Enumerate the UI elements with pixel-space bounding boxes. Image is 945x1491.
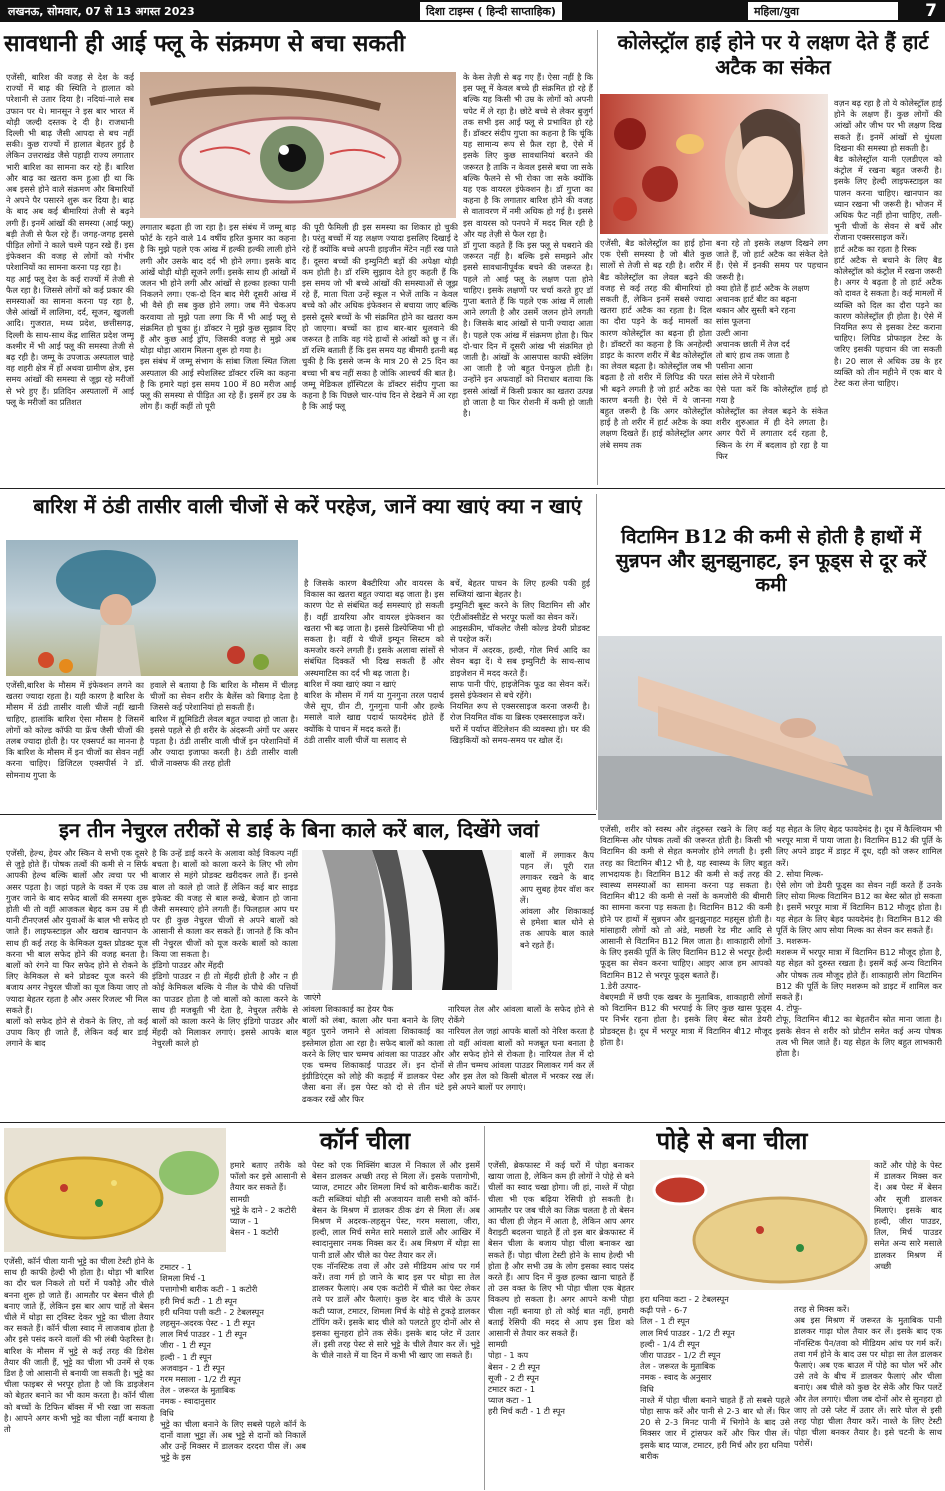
page-header bbox=[0, 0, 945, 22]
hair-caption-fragment: जाएंगे bbox=[304, 993, 321, 1002]
a3-col2: हवाले से बताया है कि बारिश के मौसम में चीलड़ चीजों का सेवन शरीर के बैलेंस को बिगाड़ देता है जिससे कई परेशानियां हो सकती हैं। बारिश में ह्यूमिडिटी लेवल बहुत ज्यादा हो जाता है। इससे पहले से ही शरीर के अंदरूनी अंगों पर असर पड़ता है। ठंडी तासीर वाली चीजें इन परेशानियों में और ज्यादा इजाफा करती है। ठंडी तासीर वाली चीजें नाक्सफ की तरह होती bbox=[150, 680, 298, 769]
column-divider bbox=[597, 30, 598, 485]
a2-col3: वज़न बढ़ रहा है तो ये कोलेस्ट्रॉल हाई होने के लक्षण हैं। कुछ लोगों की आंखों और जीभ पर भी लक्षण दिख सकते हैं। इनमें आंखों से धुंधला दिखना की समस्या हो सकती है। बैड कोलेस्ट्रॉल यानी एलडीएल को कंट्रोल में रखना बहुत जरूरी है। इसके लिए हेल्दी लाइफस्टाइल का पालन करना चाहिए। खानपान का ध्यान रखना भी जरूरी है। भोजन में अधिक फैट नहीं होना चाहिए, तली-भुनी चीजों के सेवन से बचें और रोजाना एक्सरसाइज करें। हार्ट अटैक का रहता है रिस्क हार्ट अटैक से बचाने के लिए बैड कोलेस्ट्रॉल को कंट्रोल में रखना जरूरी है। अगर ये बढ़ता है तो हार्ट अटैक को दावत दे सकता है। कई मामलों में व्यक्ति को दिल का दौरा पड़ने का कारण कोलेस्ट्रॉल ही होता है। ऐसे में नियमित रूप से इसका टेस्ट कराना चाहिए। लिपिड प्रोफाइल टेस्ट के जरिए इसकी पहचान की जा सकती है। 20 साल से अधिक उम्र के हर व्यक्ति को तीन महीने में एक बार ये टेस्ट करा लेना चाहिए। bbox=[834, 98, 942, 389]
header-page-number: 7 bbox=[925, 1, 937, 21]
a4-headline: विटामिन B12 की कमी से होती है हाथों में सुन्नपन और झुनझुनाहट, इन फूड्स से दूर करें कमी bbox=[615, 526, 927, 596]
a1-headline: सावधानी ही आई फ्लू के संक्रमण से बचा सकती bbox=[4, 30, 406, 57]
rain-woman-illustration bbox=[6, 540, 298, 676]
a7-col2: हरा धनिया कटा - 2 टेबलस्पून कढ़ी पत्ते - 6-7 तिल - 1 टी स्पून लाल मिर्च पाउडर - 1/2 टी स्पून हल्दी - 1/4 टी स्पून जीरा पाउडर - 1/2 टी स्पून तेल - जरूरत के मुताबिक नमक - स्वाद के अनुसार विधि नाश्ते में पोहा चीला बनाने चाहते हैं तो सबसे पहले पोहा साफ करें और पानी से 2-3 बार धो लें। फिर 20 से 2-3 मिनट पानी में भिगोने के बाद उसे मिक्सर जार में ट्रांसफर करें और फिर पीस लें। इसके बाद प्याज, टमाटर, हरी मिर्च और हरा धनिया बारीक bbox=[640, 1294, 790, 1461]
corn-chilla-photo bbox=[4, 1128, 226, 1252]
poha-chilla-photo bbox=[640, 1160, 870, 1290]
header-section: महिला/युवा bbox=[748, 2, 898, 20]
chilla-plate-illustration bbox=[4, 1128, 226, 1252]
column-divider-3 bbox=[484, 1126, 485, 1490]
a7-col4: तरह से मिक्स करें। अब इस मिश्रण में जरूरत के मुताबिक पानी डालकर गाढ़ा घोल तैयार कर लें। इसके बाद एक नॉनस्टिक पैन/तवा को मीडियम आंच पर गर्म करें। तवा गर्म होने के बाद उस पर थोड़ा सा तेल डालकर फैलाएं। अब एक बाउल में पोहे का घोल भरें और उसे तवे के बीच में डालकर फैलाएं और चीला बनाएं। अब चीले को कुछ देर सेकें और फिर पलटें और तेल लगाएं। चीला जब दोनों ओर से सुनहरा हो जाए तो उसे प्लेट में उतार लें। सारे घोल से इसी तरह पोहा चीला तैयार करें। नाश्ते के लिए टेस्टी पोहा चीला बनकर तैयार है। इसे चटनी के साथ परोसें। bbox=[794, 1304, 942, 1449]
a5-col2: है कि उन्हें डाई करने के अलावा कोई विकल्प नहीं बचता है। बालों को काला करने के लिए भी लोग बाजार से महंगे प्रोडक्ट खरीदकर लाते हैं। इनसे बाल तो काले हो जाते हैं लेकिन कई बार साइड इफेक्ट की वजह से बाल रूखे, बेजान हो जाना जैसी समस्याएं होने लगती हैं। फिलहाल आप घर पर ही कुछ नेचुरल चीजों से अपने बालों को आसानी से काला कर सकते हैं। जानते हैं कि कौन सी नेचुरल चीजों को यूज करके बालों को काला किया जा सकता है। इंडिगो पाउडर और मेंहदी इंडिगो पाउडर न ही तो मेंहदी होती है और न ही कोई केमिकल बल्कि ये नील के पौधे की पत्तियों का पाउडर होता है जो बालों को काला करने के साथ ही मजबूती भी देता है, नेचुरल तरीके से बालों को काला करने के लिए इंडिगो पाउडर और मेंहदी को मिलाकर लगाएं। इससे आपके बाल नेचुरली काले हो bbox=[152, 848, 298, 1049]
header-date: लखनऊ, सोमवार, 07 से 13 अगस्त 2023 bbox=[8, 5, 195, 18]
a5-headline: इन तीन नेचुरल तरीकों से डाई के बिना काले करें बाल, दिखेंगे जवां bbox=[59, 818, 539, 842]
a5-col3: बालों में लगाकर कैप पहन लें। पूरी रात लगाकर रखने के बाद आप सुबह हेयर वॉश कर लें। आंवला और शिकाकाई से हमेशा बाल धोने से तक आपके बाल काले बने रहते हैं। bbox=[520, 850, 594, 950]
a5-col5: नारियल तेल और आंवला बालों के सफेद होने से रोकेंगे नारियल तेल जहां आपके बालों को नेरिश करता है तो वहीं आंवला बालों को मजबूत घना बनाता है और सफेद होने से रोकता है। नारियल तेल में दो से तीन चम्मच आंवला पाउडर मिलाकर गर्म कर लें और इस तेल को किसी बोतल में भरकर रख लें। इसे अपने बालों पर लगाएं। bbox=[448, 1004, 594, 1093]
a4-col2: यह सेहत के लिए बेहद फायदेमंद है। दूध में कैल्शियम भी भरपूर मात्रा में पाया जाता है। विटामिन B12 की पूर्ति के लिए अपने डाइट में डाइट में दूध, दही को जरूर शामिल करें। 2. सोया मिल्क- ऐसे लोग जो डेयरी फूड्स का सेवन नहीं करते हैं उनके लिए सोया मिल्क विटामिन B12 का बेस्ट स्रोत हो सकता है। इसमें भरपूर मात्रा में विटामिन B12 मौजूद होता है। यह सेहत के लिए बेहद फायदेमंद है। विटामिन B12 की पूर्ति के लिए आप सोया मिल्क का सेवन कर सकते हैं। 3. मशरूम- मशरूम में भरपूर मात्रा में विटामिन B12 मौजूद होता है, यह सेहत को दुरुस्त रखता है। इसमें कई अन्य विटामिन और पोषक तत्व मौजूद होते हैं। शाकाहारी लोग विटामिन B12 की पूर्ति के लिए मशरूम को डाइट में शामिल कर सकते हैं। 4. टोफू- टोफू, विटामिन बी12 का बेहतरीन स्रोत माना जाता है। इसके सेवन से शरीर को प्रोटीन समेत कई अन्य पोषक तत्व भी मिल जाते हैं। यह सेहत के लिए बहुत लाभकारी होता है। bbox=[776, 824, 942, 1059]
a1-col2: लगातार बढ़ता ही जा रहा है। इस संबंध में जम्मू बाड़ फोर्ट के रहने वाले 14 वर्षीय हरित कुमार का कहना है कि मुझे पहले एक आंख में हल्की हल्की लाली होने लगी और उसके बाद दर्द भी होने लगा। इसके बाद आंखें थोड़ी थोड़ी सूजने लगीं। इसके साथ ही आंखों में जलन भी होने लगी और आंखों से हल्का हल्का पानी निकलने लगा। एक-दो दिन बाद मेरी दूसरी आंख में भी वैसे ही सब कुछ होने लगा। जब मैंने चेकअप करवाया तो मुझे पता लगा कि मैं भी आई फ्लू से संक्रमित हो चुका हूं। डॉक्टर ने मुझे कुछ सुझाव दिए हैं और कुछ आई ड्रॉप, जिसकी वजह से मुझे अब थोड़ा थोड़ा आराम मिलना शुरू हो गया है। इस संबंध में जम्मू संभाग के सांबा जिला स्थित जिला अस्पताल की आई स्पेशलिस्ट डॉक्टर रश्मि का कहना है कि हमारे यहां इस समय 100 में 80 मरीज आई फ्लू की समस्या से पीड़ित आ रहे हैं। इसमें हर उम्र के लोग हैं। कहीं कहीं तो पूरी bbox=[140, 222, 296, 412]
header-paper-name: दिशा टाइम्स ( हिन्दी साप्ताहिक) bbox=[420, 2, 562, 20]
a7-col3: काटें और पोहे के पेस्ट में डालकर मिक्स कर दें। अब पेस्ट में बेसन और सूजी डालकर मिलाएं। इसके बाद हल्दी, जीरा पाउडर, तिल, मिर्च पाउडर समेत अन्य सारे मसाले डालकर मिश्रण में अच्छी bbox=[874, 1160, 942, 1271]
a3-col4: बचें, बेहतर पाचन के लिए हल्की पकी हुई सब्जियां खाना बेहतर है। इम्युनिटी बूस्ट करने के लिए विटामिन सी और एंटीऑक्सीडेंट से भरपूर फलों का सेवन करें। आइसक्रीम, चॉकलेट जैसी कोल्ड डेयरी प्रोडक्ट से परहेज करें। भोजन में अदरक, हल्दी, गोल मिर्च आदि का सेवन बढ़ा दें। ये सब इम्युनिटी के साथ-साथ डाइजेशन में मदद करते हैं। साफ पानी पीएं, हाइजेनिक फूड का सेवन करें। इससे इंफेक्शन से बचे रहेंगे। नियमित रूप से एक्सरसाइज करना जरूरी है। रोज नियमित वॉक या ब्रिस्क एक्सरसाइज करें। घरों में पर्याप्त वेंटिलेशन की व्यवस्था हो। घर की खिड़कियों को समय-समय पर खोल दें। bbox=[450, 578, 590, 745]
a3-col3: है जिसके कारण बैक्टीरिया और वायरस के विकास का खतरा बहुत ज्यादा बढ़ जाता है। इस कारण पेट से संबंधित कई समस्याएं हो सकती हैं। वहीं डायरिया और वायरल इंफेक्शन का खतरा भी बढ़ जाता है। इससे डिस्पेप्सिया भी हो सकता है। वहीं ये चीजें इम्यून सिस्टम को कमजोर करने लगती हैं। इसके अलावा सांसों से संबंधित दिक्कतें भी दिख सकती हैं और अस्थमाटिस का दर्द भी बढ़ जाता है। बारिश में क्या खाएं क्या न खाएं बारिश के मौसम में गर्म या गुनगुना तरल पदार्थ जैसे सूप, ग्रीन टी, गुनगुना पानी और हल्के मसाले वाले खाद्य पदार्थ फायदेमंद होते हैं क्योंकि ये पाचन में मदद करते हैं। ठंडी तासीर वाली चीजें या सलाद से bbox=[304, 578, 444, 745]
rain-photo bbox=[6, 540, 298, 676]
a7-headline: पोहे से बना चीला bbox=[656, 1126, 808, 1155]
a1-col4: के केस तेज़ी से बढ़ गए हैं। ऐसा नहीं है कि इस फ्लू में केवल बच्चे ही संक्रमित हो रहे हैं बल्कि यह किसी भी उम्र के लोगों को अपनी चपेट में ले रहा है। छोटे बच्चे से लेकर बुजुर्ग तक सभी इस आई फ्लू से प्रभावित हो रहे हैं। डॉक्टर संदीप गुप्ता का कहना है कि चूंकि यह सामान्य रूप से फ़ैल रहा है, ऐसे में इसके लिए कुछ सावधानियां बरतने की जरूरत है ताकि न केवल इससे बचा जा सके बल्कि फैलने से भी रोका जा सके क्योंकि यह एक वायरल इंफेक्शन है। डॉ गुप्ता का कहना है कि लगातार बारिश होने की वजह से वातावरण में नमी अधिक हो गई है। इससे इस वायरस को पनपने में मदद मिल रही है और यह तेज़ी से फैल रहा है। डॉ गुप्ता कहते हैं कि इस फ्लू से घबराने की जरूरत नहीं है। बल्कि इसे समझने और इससे सावधानीपूर्वक बचने की जरूरत है। पहले तो आई फ्लू के लक्षण पता होने चाहिए। इसके लक्षणों पर चर्चा करते हुए डॉ गुप्ता बताते हैं कि पहले एक आंख में लाली आने लगती है और उसमें जलन होने लगती है। जिसके बाद आंखों से पानी ज्यादा आता है। पहले एक आंख में संक्रमण होता है। फिर दो-चार दिन में दूसरी आंख भी संक्रमित हो जाती है। आंखों के आसपास काफी स्वेलिंग आ जाती है जो बहुत पेनफुल होती है। उन्होंने इन अफवाहों को निराधार बताया कि इससे आंखों में किसी प्रकार का खतरा उत्पन्न हो जाता है या फिर रोशनी में कमी हो जाती है। bbox=[463, 72, 593, 419]
a6-col3: टमाटर - 1 शिमला मिर्च -1 पत्तागोभी बारीक कटी - 1 कटोरी हरी मिर्च कटी - 1 टी स्पून हरी धनिया पत्ती कटी - 2 टेबलस्पून लहसुन-अदरक पेस्ट - 1 टी स्पून लाल मिर्च पाउडर - 1 टी स्पून जीरा - 1 टी स्पून हल्दी - 1 टी स्पून अजवाइन - 1 टी स्पून गरम मसाला - 1/2 टी स्पून तेल - जरूरत के मुताबिक नमक - स्वादानुसार विधि भुट्टे का चीला बनाने के लिए सबसे पहले कॉर्न के दानों वाला भुट्टा लें। अब भुट्टे से दानों को निकालें और उन्हें मिक्सर में डालकर दरदरा पीस लें। अब भुट्टे के इस bbox=[160, 1262, 306, 1463]
sofa-legs-illustration bbox=[598, 636, 942, 820]
cholesterol-photo bbox=[600, 94, 828, 234]
eye-photo bbox=[140, 72, 456, 218]
poha-plate-illustration bbox=[640, 1160, 870, 1290]
section-divider bbox=[0, 488, 945, 489]
a2-col2: बना रहे तो इसके लक्षण दिखने लग जाते हैं, जो हार्ट अटैक का संकेत देते हैं। ऐसे में इनकी समय पर पहचान जरूरी है। क्या होते हैं हार्ट अटैक के लक्षण अचानक हार्ट बीट का बढ़ना थकान और सुस्ती बने रहना सांस फूलना उल्टी आना अचानक छाती में तेज दर्द तो बाएं हाथ तक जाता है पसीना आना सांस लेने में परेशानी ऐसे पता करें कि कोलेस्ट्रॉल हाई हो गया है कोलेस्ट्रॉल का लेवल बढ़ने के संकेत शरीर शुरुआत में ही देने लगता है। अगर पैरों में लगातार दर्द रहता है, स्किन के रंग में बदलाव हो रहा है या फिर bbox=[716, 238, 828, 461]
a2-headline: कोलेस्ट्रॉल हाई होने पर ये लक्षण देते हैं हार्ट अटैक का संकेत bbox=[617, 30, 929, 79]
a6-col1: एजेंसी, कॉर्न चीला यानी भुट्टे का चीला टेस्टी होने के साथ ही काफी हेल्दी भी होता है। थोड़ा भी बारिश का दौर चल निकले तो घरों में पकौड़े और चीले बनना शुरू हो जाते हैं। आमतौर पर बेसन चीले ही बनाए जाते हैं, लेकिन इस बार आप चाहें तो बेसन चीले में थोड़ा सा ट्विस्ट देकर भुट्टे का चीला तैयार कर सकते हैं। कॉर्न चीला स्वाद में लाजवाब होता है और इसे पसंद करने वालों की भी लंबी फेहरिस्त है। बारिश के मौसम में भुट्टे से कई तरह की डिशेस तैयार की जाती हैं, भुट्टे का चीला भी उनमें से एक डिश है जो आसानी से बनायी जा सकती है। भुट्टे का चीला फाइबर से भरपूर होता है जो कि डाइजेशन को बेहतर बनाने का भी काम करता है। कॉर्न चीला को बच्चों के टिफिन बॉक्स में भी रखा जा सकता है। आपने अगर कभी भुट्टे का चीला नहीं बनाया है तो bbox=[4, 1256, 154, 1435]
a2-col1: एजेंसी, बैड कोलेस्ट्रॉल का हाई होना एक ऐसी समस्या है जो बीते कुछ सालों से तेजी से बढ़ रही है। शरीर में बैड कोलेस्ट्रॉल का लेवल बढ़ने की वजह से कई तरह की बीमारियां हो सकती हैं, लेकिन इनमें सबसे ज्यादा खतरा हार्ट अटैक का रहता है। दिल का दौरा पड़ने के कई मामलों का कारण कोलेस्ट्रॉल का बढ़ना ही होता है। डॉक्टरों का कहना है कि अनहेल्दी डाइट के कारण शरीर में बैड कोलेस्ट्रॉल का लेवल बढ़ता है। कोलेस्ट्रॉल जब भी बढ़ता है तो शरीर में लिपिड की परत भी बढ़ने लगती है जो हार्ट अटैक का कारण बनती है। ऐसे में ये जानना बहुत जरूरी है कि अगर कोलेस्ट्रॉल हाई है तो शरीर में हार्ट अटैक के क्या लक्षण दिखते हैं। हाई कोलेस्ट्रॉल अगर लंबे समय तक bbox=[600, 238, 712, 450]
a6-col4: पेस्ट को एक मिक्सिंग बाउल में निकाल लें और इसमें बेसन डालकर अच्छी तरह से मिला लें। इसके पत्तागोभी, प्याज, टमाटर और शिमला मिर्च को बारीक-बारीक काटें। कटी सब्जियां थोड़ी सी अजवायन वाली सभी को कॉर्न-बेसन के मिश्रण में डालकर ठीक ढंग से मिला लें। अब मिश्रण में अदरक-लहसुन पेस्ट, गरम मसाला, जीरा, हल्दी, लाल मिर्च समेत सारे मसाले डालें और आखिर में स्वादानुसार नमक मिक्स कर दें। अब मिश्रण में थोड़ा सा पानी डालें और चीले का पेस्ट तैयार कर लें। एक नॉनस्टिक तवा लें और उसे मीडियम आंच पर गर्म करें। तवा गर्म हो जाने के बाद इस पर थोड़ा सा तेल डालकर फैलाएं। अब एक कटोरी में चीले का पेस्ट लेकर तवे पर डालें और फैलाएं। कुछ देर बाद चीले के ऊपर कटी प्याज, टमाटर, शिमला मिर्च के थोड़े से टुकड़े डालकर टॉपिंग करें। इसके बाद चीले को पलटते हुए दोनों ओर से इसका सुनहरा होने तक सेकें। इसके बाद प्लेट में उतार लें। इसी तरह पेस्ट से सारे भुट्टे के चीले तैयार कर लें। भुट्टे के चीले नाश्ते में या दिन में कभी भी खाए जा सकते हैं। bbox=[312, 1160, 480, 1361]
a4-col1: एजेंसी, शरीर को स्वस्थ और तंदुरुस्त रखने के लिए कई विटामिन्स और पोषक तत्वों की जरूरत होती है। किसी भी विटामिन की कमी से सेहत कमजोर होने लगती है। इसी तरह का विटामिन बी12 भी है, यह स्वास्थ्य के लिए बहुत लाभदायक है। विटामिन B12 की कमी से कई तरह की स्वास्थ्य समस्याओं का सामना करना पड़ सकता है। विटामिन बी12 की कमी से नसों के कमजोरी की बीमारी का सामना करना पड़ सकता है। विटामिन B12 की कमी होने पर हाथों में सुन्नपन और झुनझुनाहट महसूस होती है। मांसाहारी लोगों को तो अंडे, मछली रेड मीट आदि से आसानी से विटामिन B12 मिल जाता है। शाकाहारी लोगों के लिए इसकी पूर्ति के लिए विटामिन B12 से भरपूर हेल्दी फूड्स का सेवन करना चाहिए। आइए आज हम आपको विटामिन B12 से भरपूर फूड्स बताते हैं। 1.डेरी उत्पाद- वेबएमडी में छपी एक खबर के मुताबिक, शाकाहारी लोगों को विटामिन B12 की भरपाई के लिए कुछ खास फूड्स पर निर्भर रहना होता है। इसके लिए बेस्ट स्रोत डेयरी प्रोडक्ट्स है। दूध में भरपूर मात्रा में विटामिन बी12 मौजूद होता है। bbox=[600, 824, 772, 1047]
a7-col1: एजेंसी, ब्रेकफास्ट में कई घरों में पोहा बनाकर खाया जाता है, लेकिन कम ही लोगों ने पोहे से बने चीलों का स्वाद चखा होगा। जी हां, नाश्ते में पोहा चीला भी एक बढ़िया रेसिपी हो सकती है। आमतौर पर जब चीले का जिक्र चलता है तो बेसन का चीला ही जेहन में आता है, लेकिन आप अगर वैराइटी बदलना चाहते हैं तो इस बार ब्रेकफास्ट में बेसन चीला के बजाय पोहा चीला बनाकर खा सकते हैं। पोहा चीला टेस्टी होने के साथ हेल्दी भी होता है और सभी उम्र के लोग इसका स्वाद पसंद करते हैं। आप दिन में कुछ हल्का खाना चाहते हैं तो उस वक्त के लिए भी पोहा चीला एक बेहतर विकल्प हो सकता है। अगर आपने कभी पोहा चीला नहीं बनाया हो तो कोई बात नहीं, हमारी बताई रेसिपी की मदद से आप इस डिश को आसानी से तैयार कर सकते हैं। सामग्री पोहा - 1 कप बेसन - 2 टी स्पून सूजी - 2 टी स्पून टमाटर कटा - 1 प्याज कटा - 1 हरी मिर्च कटी - 1 टी स्पून bbox=[488, 1160, 634, 1417]
section-divider-3 bbox=[0, 1122, 945, 1123]
hair-photo bbox=[302, 850, 512, 990]
a3-col1: एजेंसी,बारिश के मौसम में इंफेक्शन लगने का खतरा ज्यादा रहता है। यही कारण है बारिश के मौसम में ठंडी तासीर वाली चीजें नहीं खानी चाहिए, हालांकि बारिश ऐसा मौसम है जिसमें लोगों को कोल्ड कॉफी या फ्रेंच जैसी चीजों की तलब ज्यादा होती है। पर एक्सपर्ट का मानना है कि बारिश के मौसम में इन चीजों का सेवन नहीं करना चाहिए। डिजिटल एक्सपीर्स ने डॉ. सोमनाथ गुप्ता के bbox=[6, 680, 144, 780]
legs-photo bbox=[598, 636, 942, 820]
blood-cells-illustration bbox=[600, 94, 828, 234]
a1-col3: की पूरी फैमिली ही इस समस्या का शिकार हो चुकी है। परंतु बच्चों में यह लक्षण ज्यादा इसलिए दिखाई दे रहे हैं क्योंकि बच्चे अपनी हाइजीन मेंटेन नहीं रख पाते हैं। दूसरा बच्चों की इम्युनिटी बड़ों की अपेक्षा थोड़ी कम होती है। डॉ रश्मि सुझाव देते हुए कहती हैं कि इस समय जो भी बच्चे आंखों की समस्याओं से जूझ रहे हैं, माता पिता उन्हें स्कूल न भेजें ताकि न केवल बच्चे को और अधिक इंफेक्शन से बचाया जाए बल्कि इससे दूसरे बच्चों के भी संक्रमित होने का खतरा कम हो जाएगा। बच्चों का हाथ बार-बार धुलवाने की जरूरत है ताकि वह गंदे हाथों से आंखों को छू न लें। डॉ रश्मि बताती हैं कि इस समय यह बीमारी इतनी बढ़ चुकी है कि इससे जन्म के मात्र 20 से 25 दिन का बच्चा भी बच नहीं सका है जोकि आश्चर्य की बात है। जम्मू मेडिकल हॉस्पिटल के डॉक्टर संदीप गुप्ता का कहना है कि पिछले चार-पांच दिन से देखने में आ रहा है कि आई फ्लू bbox=[302, 222, 458, 412]
grey-black-hair-illustration bbox=[302, 850, 512, 990]
column-divider-2 bbox=[596, 494, 597, 810]
a5-col4: आंवला शिकाकाई का हेयर पैक बालों को लंबा, काला और घना बनाने के लिए बहुत पुराने जमाने से आंवला शिकाकाई का इस्तेमाल होता आ रहा है। सफेद बालों को काला करने के लिए चार चम्मच आंवला का पाउडर और एक चम्मच शिकाकाई पाउडर लें। इन दोनों इंग्रीडिएंट्स को लोहे की कड़ाई में डालकर पेस्ट जैसा बना लें। इस पेस्ट को दो से तीन घंटे ढककर रखें और फिर bbox=[302, 1004, 444, 1104]
a1-col1: एजेंसी, बारिश की वजह से देश के कई राज्यों में बाढ़ की स्थिति ने हालात को परेशानी से उतार दिया है। नदियां-नाले सब उफान पर थे। मानसून ने इस बार भारत में थोड़ी जल्दी दस्तक दे दी है। राजधानी दिल्ली भी बाढ़ जैसी आपदा से बच नहीं सकी। कुछ राज्यों में हालात बेहतर हुई है लेकिन उत्तराखंड जैसे पहाड़ी राज्य लगातार भारी बारिश का सामना कर रहे हैं। बारिश और बाढ़ का खतरा कम हुआ ही था कि अब इससे होने वाले संक्रमण और बिमारियों ने अपने पैर पसारने शुरू कर दिया है। बाढ़ के बाद अब कई बीमारियां तेजी से बढ़ने लगी हैं। इनमें आंखों की समस्या (आई फ्लू) बड़ी तेजी से फैल रहे हैं। जगह-जगह इससे पीड़ित लोगों ने काले चश्मे पहन रखे हैं। इस इंफेक्शन की वजह से लोगों को गंभीर परेशानियों का सामना करना पड़ रहा है। यह आई फ्लू देश के कई राज्यों में तेजी से फैल रहा है। जिससे लोगों को कई प्रकार की समस्याओं का सामना करना पड़ रहा है, जैसे आंखों में लालिमा, दर्द, सूजन, खुजली आदि। गुजरात, मध्य प्रदेश, छत्तीसगढ़, दिल्ली के साथ-साथ केंद्र शासित प्रदेश जम्मू कश्मीर में भी आई फ्लू की समस्या तेजी से बढ़ रही है। जम्मू के उपजाऊ अस्पताल चाहे वह शहरी क्षेत्र में हों अथवा ग्रामीण क्षेत्र, इस समय आंखों की समस्या से जूझ रहे मरीजों से भरे हुए हैं। प्रतिदिन अस्पतालों में आई फ्लू के मरीजों का प्रतिशत bbox=[6, 72, 134, 407]
a6-col2: हमारे बताए तरीके को फॉलो कर इसे आसानी से तैयार कर सकते हैं। सामग्री भुट्टे के दाने - 2 कटोरी प्याज - 1 बेसन - 1 कटोरी bbox=[230, 1160, 306, 1238]
eye-illustration bbox=[140, 72, 456, 218]
a6-headline: कॉर्न चीला bbox=[319, 1126, 411, 1155]
section-divider-2 bbox=[0, 814, 596, 815]
a3-headline: बारिश में ठंडी तासीर वाली चीजों से करें परहेज, जानें क्या खाएं क्या न खाएं bbox=[33, 494, 582, 518]
a5-col1: एजेंसी, हेल्थ, हेयर और स्किन ये सभी एक दूसरे से जुड़े होते हैं। पोषक तत्वों की कमी से न सिर्फ आपकी हेल्थ बल्कि बालों और त्वचा पर भी असर पड़ता है। जहां पहले के वक्त में एक उम्र गुजर जाने के बाद सफेद बालों की समस्या शुरू होती थी तो वहीं आजकल बेहद कम उम्र में ही यानी टीनएजर्स और युवाओं के बाल भी सफेद हो जाते हैं। लाइफस्टाइल और खराब खानपान के साथ ही कई तरह के केमिकल युक्त प्रोडक्ट यूज करना भी बाल सफेद होने की वजह बनता है। बालों को रंगने या फिर सफेद होने से रोकने के लिए केमिकल से बने प्रोडक्ट यूज करने की बजाय अगर नेचुरल चीजों का यूज किया जाए तो ज्यादा बेहतर रहता है और असर रिजल्ट भी मिल सकते हैं। बालों को सफेद होने से रोकने के लिए, तो कई उपाय किए ही जाते हैं, लेकिन कई बार डाई लगाने के बाद bbox=[6, 848, 148, 1049]
